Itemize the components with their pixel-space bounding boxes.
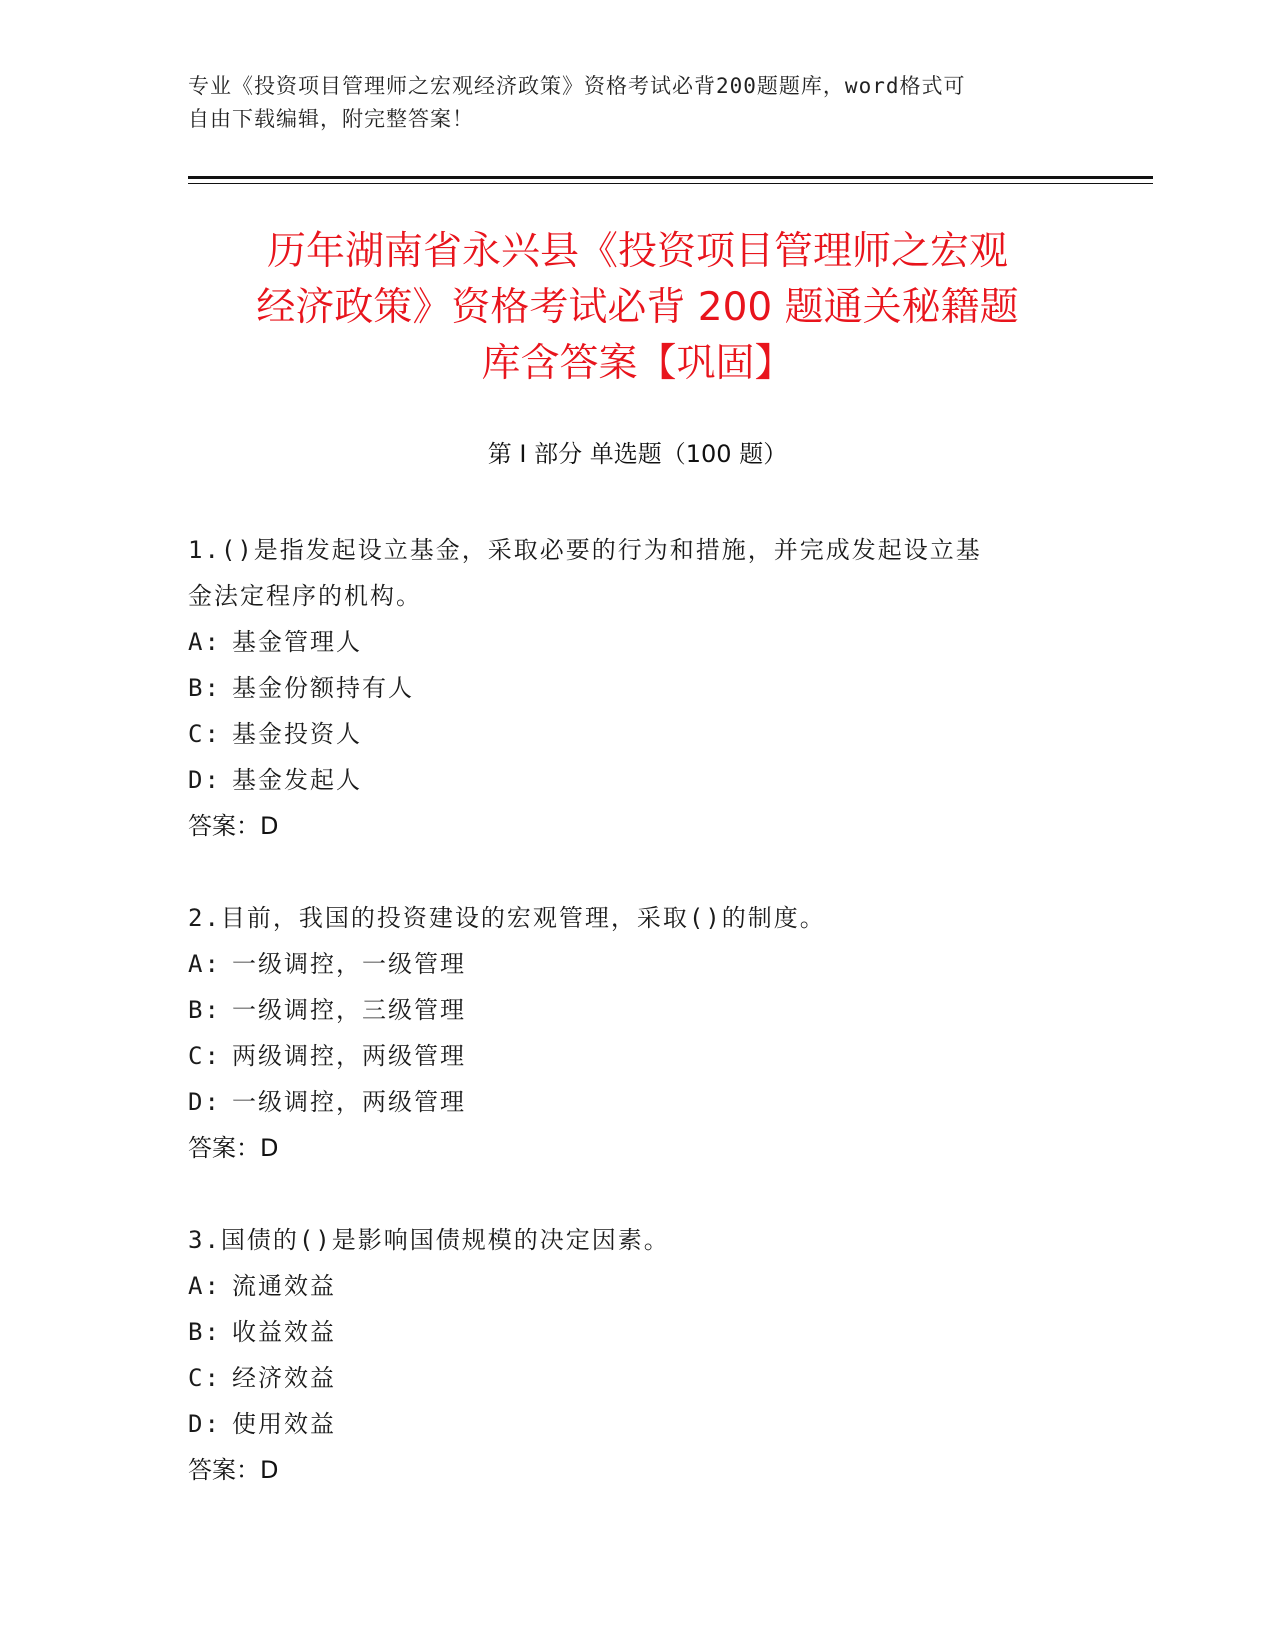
answer-line: 答案：D: [188, 1456, 279, 1484]
option-a: [188, 941, 1088, 987]
option-text: 基金投资人: [232, 720, 362, 748]
question-text-line-2: 金法定程序的机构。: [188, 582, 422, 610]
answer-line: 答案：D: [188, 1134, 279, 1162]
question-text-line-1: 2.目前，我国的投资建设的宏观管理，采取()的制度。: [188, 904, 826, 932]
option-key: B:: [188, 1318, 221, 1346]
option-b: [188, 987, 1088, 1033]
answer-line: 答案：D: [188, 812, 279, 840]
option-key: D:: [188, 1088, 221, 1116]
document-title-line-1: 历年湖南省永兴县《投资项目管理师之宏观: [266, 229, 1008, 274]
option-key: D:: [188, 1410, 221, 1438]
question-2: [188, 895, 1088, 1171]
header-divider-thick: [188, 176, 1153, 179]
section-heading: 第 I 部分 单选题（100 题）: [487, 440, 788, 468]
option-c: [188, 1033, 1088, 1079]
option-b: [188, 1309, 1088, 1355]
question-text-line-1: 1.()是指发起设立基金，采取必要的行为和措施，并完成发起设立基: [188, 536, 982, 564]
option-key: B:: [188, 996, 221, 1024]
option-text: 基金份额持有人: [232, 674, 414, 702]
option-d: [188, 1079, 1088, 1125]
option-c: [188, 1355, 1088, 1401]
document-title-line-3: 库含答案【巩固】: [481, 341, 794, 386]
question-3: [188, 1217, 1088, 1493]
option-key: A:: [188, 628, 221, 656]
option-text: 一级调控，三级管理: [232, 996, 466, 1024]
option-d: [188, 757, 1088, 803]
option-key: D:: [188, 766, 221, 794]
option-key: B:: [188, 674, 221, 702]
question-text-line-1: 3.国债的()是影响国债规模的决定因素。: [188, 1226, 670, 1254]
option-a: [188, 1263, 1088, 1309]
option-c: [188, 711, 1088, 757]
option-text: 经济效益: [232, 1364, 336, 1392]
question-1: [188, 527, 1088, 849]
option-text: 流通效益: [232, 1272, 336, 1300]
document-title-line-2: 经济政策》资格考试必背 200 题通关秘籍题: [256, 285, 1019, 330]
option-key: C:: [188, 1042, 221, 1070]
header-divider-thin: [188, 183, 1153, 184]
option-d: [188, 1401, 1088, 1447]
header-note: [188, 70, 1068, 136]
question-list: [188, 527, 1088, 1539]
option-b: [188, 665, 1088, 711]
option-key: A:: [188, 1272, 221, 1300]
option-text: 基金管理人: [232, 628, 362, 656]
option-a: [188, 619, 1088, 665]
option-text: 一级调控，两级管理: [232, 1088, 466, 1116]
option-key: C:: [188, 1364, 221, 1392]
option-text: 一级调控，一级管理: [232, 950, 466, 978]
option-text: 基金发起人: [232, 766, 362, 794]
option-key: C:: [188, 720, 221, 748]
header-note-line-2: 自由下载编辑，附完整答案！: [188, 107, 474, 131]
header-note-line-1: 专业《投资项目管理师之宏观经济政策》资格考试必背200题题库，word格式可: [188, 74, 966, 98]
option-key: A:: [188, 950, 221, 978]
option-text: 收益效益: [232, 1318, 336, 1346]
option-text: 两级调控，两级管理: [232, 1042, 466, 1070]
option-text: 使用效益: [232, 1410, 336, 1438]
document-title: [188, 224, 1087, 392]
